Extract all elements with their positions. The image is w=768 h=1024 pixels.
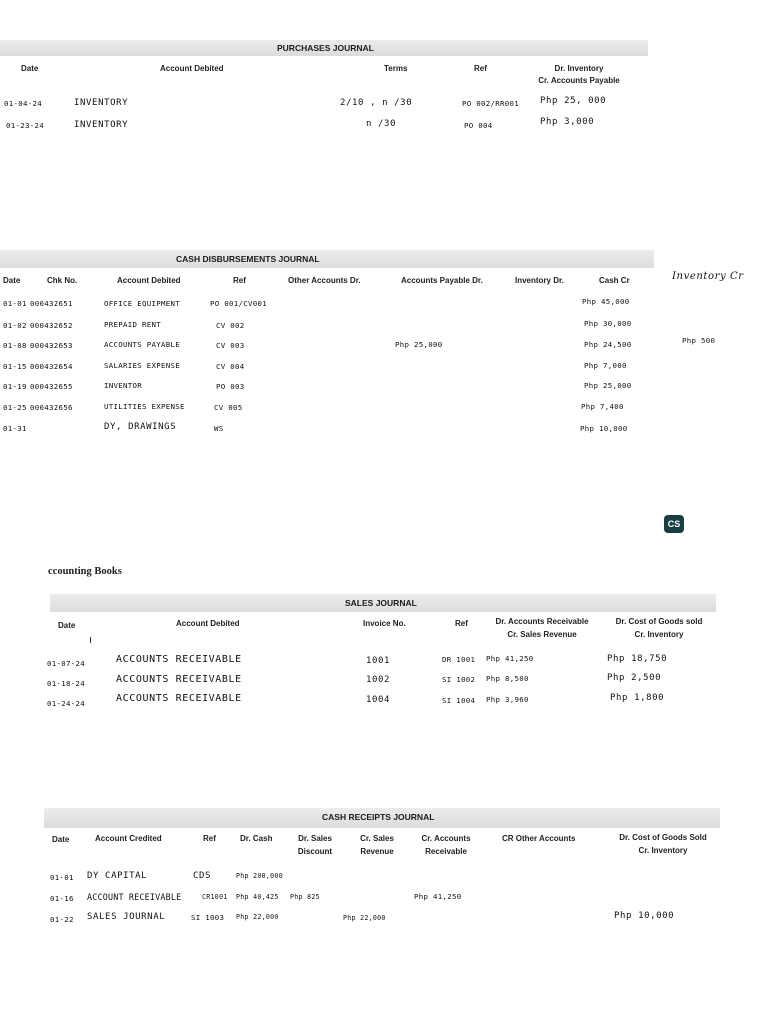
crj-header-sales-revenue-1: Cr. Sales	[360, 834, 394, 843]
crj-row2-discount: Php 825	[290, 893, 320, 901]
cdj-header-ap: Accounts Payable Dr.	[401, 276, 483, 285]
cdj-header-cash: Cash Cr	[599, 276, 630, 285]
pj-row1-account: INVENTORY	[74, 98, 129, 108]
cdj-row1-cash: Php 45,000	[582, 297, 630, 306]
cdj-row6-cash: Php 7,400	[581, 402, 624, 411]
cdj-row3-date: 01-08	[3, 341, 27, 350]
crj-row1-cash: Php 200,000	[236, 872, 283, 880]
pj-row1-amount: Php 25, 000	[540, 96, 607, 106]
crj-header-sales-discount-1: Dr. Sales	[298, 834, 332, 843]
pj-row2-ref: PO 004	[464, 121, 493, 130]
sj-row1-ref: DR 1001	[442, 655, 476, 664]
crj-header-accounts-receivable-2: Receivable	[425, 847, 467, 856]
sales-journal-title: SALES JOURNAL	[345, 598, 417, 608]
crj-header-account: Account Credited	[95, 834, 162, 843]
crj-title: CASH RECEIPTS JOURNAL	[322, 812, 435, 822]
crj-header-sales-revenue-2: Revenue	[360, 847, 394, 856]
crj-header-ref: Ref	[203, 834, 216, 843]
cdj-row5-ref: PO 003	[216, 382, 245, 391]
cdj-row2-ref: CV 002	[216, 321, 245, 330]
crj-header-other-accounts: CR Other Accounts	[502, 834, 576, 843]
crj-row3-account: SALES JOURNAL	[87, 912, 166, 922]
crj-row3-cash: Php 22,000	[236, 913, 279, 921]
pj-row2-amount: Php 3,000	[540, 117, 595, 127]
pj-row1-ref: PO 002/RR001	[462, 99, 519, 108]
cdj-row5-date: 01-19	[3, 382, 27, 391]
cdj-row3-ap: Php 25,000	[395, 340, 443, 349]
sj-row2-ref: SI 1002	[442, 675, 476, 684]
cdj-row1-ref: PO 001/CV001	[210, 299, 267, 308]
cdj-row3-account: ACCOUNTS PAYABLE	[104, 340, 180, 349]
cdj-row1-date: 01-01	[3, 299, 27, 308]
cdj-row3-ref: CV 003	[216, 341, 245, 350]
cdj-row2-chk: 000432652	[30, 321, 73, 330]
crj-row3-cogs: Php 10,000	[614, 911, 675, 921]
cdj-row4-date: 01-15	[3, 362, 27, 371]
cdj-header-chk: Chk No.	[47, 276, 78, 285]
cdj-header-date: Date	[3, 276, 21, 285]
cdj-row3-cash: Php 24,500	[584, 340, 632, 349]
cdj-header-ref: Ref	[233, 276, 246, 285]
cdj-row5-account: INVENTOR	[104, 381, 142, 390]
pj-header-ref: Ref	[474, 64, 487, 73]
cdj-row6-ref: CV 005	[214, 403, 243, 412]
sj-header-date: Date	[58, 621, 76, 630]
sj-row2-account: ACCOUNTS RECEIVABLE	[116, 674, 242, 685]
crj-row3-date: 01-22	[50, 915, 74, 924]
cdj-row1-chk: 000432651	[30, 299, 73, 308]
sj-row3-account: ACCOUNTS RECEIVABLE	[116, 693, 242, 704]
sj-header-cr-sales-revenue: Cr. Sales Revenue	[507, 630, 577, 639]
purchases-journal-title: PURCHASES JOURNAL	[277, 43, 374, 53]
crj-header-date: Date	[52, 835, 70, 844]
sj-header-account: Account Debited	[176, 619, 240, 628]
sj-header-dr-cogs: Dr. Cost of Goods sold	[615, 617, 703, 626]
cdj-row4-account: SALARIES EXPENSE	[104, 361, 180, 370]
cdj-row6-account: UTILITIES EXPENSE	[104, 402, 185, 411]
sj-row1-ar: Php 41,250	[486, 654, 534, 663]
crj-row1-account: DY CAPITAL	[87, 871, 148, 881]
cdj-title-band	[0, 250, 654, 268]
cdj-row2-cash: Php 30,000	[584, 319, 632, 328]
cdj-row7-ref: WS	[214, 424, 224, 433]
sj-row2-date: 01-18-24	[47, 679, 85, 688]
cdj-row3-chk: 000432653	[30, 341, 73, 350]
cdj-row7-cash: Php 10,000	[580, 424, 628, 433]
accounting-books-title: ccounting Books	[48, 566, 122, 577]
sj-row3-date: 01-24-24	[47, 699, 85, 708]
cdj-row5-chk: 000432655	[30, 382, 73, 391]
crj-row2-cash: Php 40,425	[236, 893, 279, 901]
cdj-row3-inventory-cr: Php 500	[682, 336, 716, 345]
crj-row2-date: 01-16	[50, 894, 74, 903]
cdj-row6-date: 01-25	[3, 403, 27, 412]
sj-row3-cogs: Php 1,800	[610, 693, 665, 703]
cdj-row7-account: DY, DRAWINGS	[104, 422, 177, 432]
sj-row3-ref: SI 1004	[442, 696, 476, 705]
crj-header-cash: Dr. Cash	[240, 834, 273, 843]
cdj-header-account: Account Debited	[117, 276, 181, 285]
crj-header-cogs-1: Dr. Cost of Goods Sold	[619, 833, 707, 842]
sj-row3-ar: Php 3,960	[486, 695, 529, 704]
sj-row2-ar: Php 8,500	[486, 674, 529, 683]
pj-header-cr-accounts-payable: Cr. Accounts Payable	[538, 76, 620, 85]
sj-row1-account: ACCOUNTS RECEIVABLE	[116, 654, 242, 665]
sj-header-dr-accounts-receivable: Dr. Accounts Receivable	[495, 617, 589, 626]
pj-row2-terms: n /30	[366, 119, 397, 129]
crj-row2-account: ACCOUNT RECEIVABLE	[87, 892, 182, 902]
crj-row3-revenue: Php 22,000	[343, 914, 386, 922]
cdj-side-note: Inventory Cr	[672, 271, 744, 282]
crj-row3-ref: SI 1003	[191, 913, 225, 922]
sj-header-invoice: Invoice No.	[363, 619, 406, 628]
cdj-header-inventory: Inventory Dr.	[515, 276, 564, 285]
cdj-row2-account: PREPAID RENT	[104, 320, 161, 329]
cdj-row1-account: OFFICE EQUIPMENT	[104, 299, 180, 308]
crj-row1-date: 01-01	[50, 873, 74, 882]
cdj-row6-chk: 000432656	[30, 403, 73, 412]
pj-header-dr-inventory: Dr. Inventory	[554, 64, 604, 73]
pj-row2-date: 01-23-24	[6, 121, 44, 130]
crj-row1-ref: CDS	[193, 871, 212, 881]
cdj-title: CASH DISBURSEMENTS JOURNAL	[176, 254, 320, 264]
sj-header-cr-inventory: Cr. Inventory	[634, 630, 684, 639]
sj-tick-mark	[90, 637, 91, 643]
pj-header-terms: Terms	[384, 64, 408, 73]
cdj-row4-chk: 000432654	[30, 362, 73, 371]
sj-row2-cogs: Php 2,500	[607, 673, 662, 683]
camscanner-logo: CS	[664, 515, 684, 533]
crj-row2-ar: Php 41,250	[414, 892, 462, 901]
pj-header-date: Date	[21, 64, 39, 73]
cdj-row2-date: 01-02	[3, 321, 27, 330]
cdj-header-other: Other Accounts Dr.	[288, 276, 361, 285]
sj-row1-date: 01-07-24	[47, 659, 85, 668]
pj-row1-terms: 2/10 , n /30	[340, 98, 413, 108]
crj-header-cogs-2: Cr. Inventory	[638, 846, 688, 855]
cdj-row4-cash: Php 7,000	[584, 361, 627, 370]
pj-row2-account: INVENTORY	[74, 120, 129, 130]
sj-row3-invoice: 1004	[366, 695, 391, 705]
sj-row1-invoice: 1001	[366, 656, 391, 666]
sj-row1-cogs: Php 18,750	[607, 654, 668, 664]
pj-header-account: Account Debited	[160, 64, 224, 73]
crj-header-accounts-receivable-1: Cr. Accounts	[421, 834, 471, 843]
crj-header-sales-discount-2: Discount	[297, 847, 333, 856]
sj-header-ref: Ref	[455, 619, 468, 628]
cdj-row7-date: 01-31	[3, 424, 27, 433]
cdj-row4-ref: CV 004	[216, 362, 245, 371]
sj-row2-invoice: 1002	[366, 675, 391, 685]
pj-row1-date: 01-04-24	[4, 99, 42, 108]
cdj-row5-cash: Php 25,000	[584, 381, 632, 390]
crj-row2-ref: CR1001	[202, 893, 228, 901]
